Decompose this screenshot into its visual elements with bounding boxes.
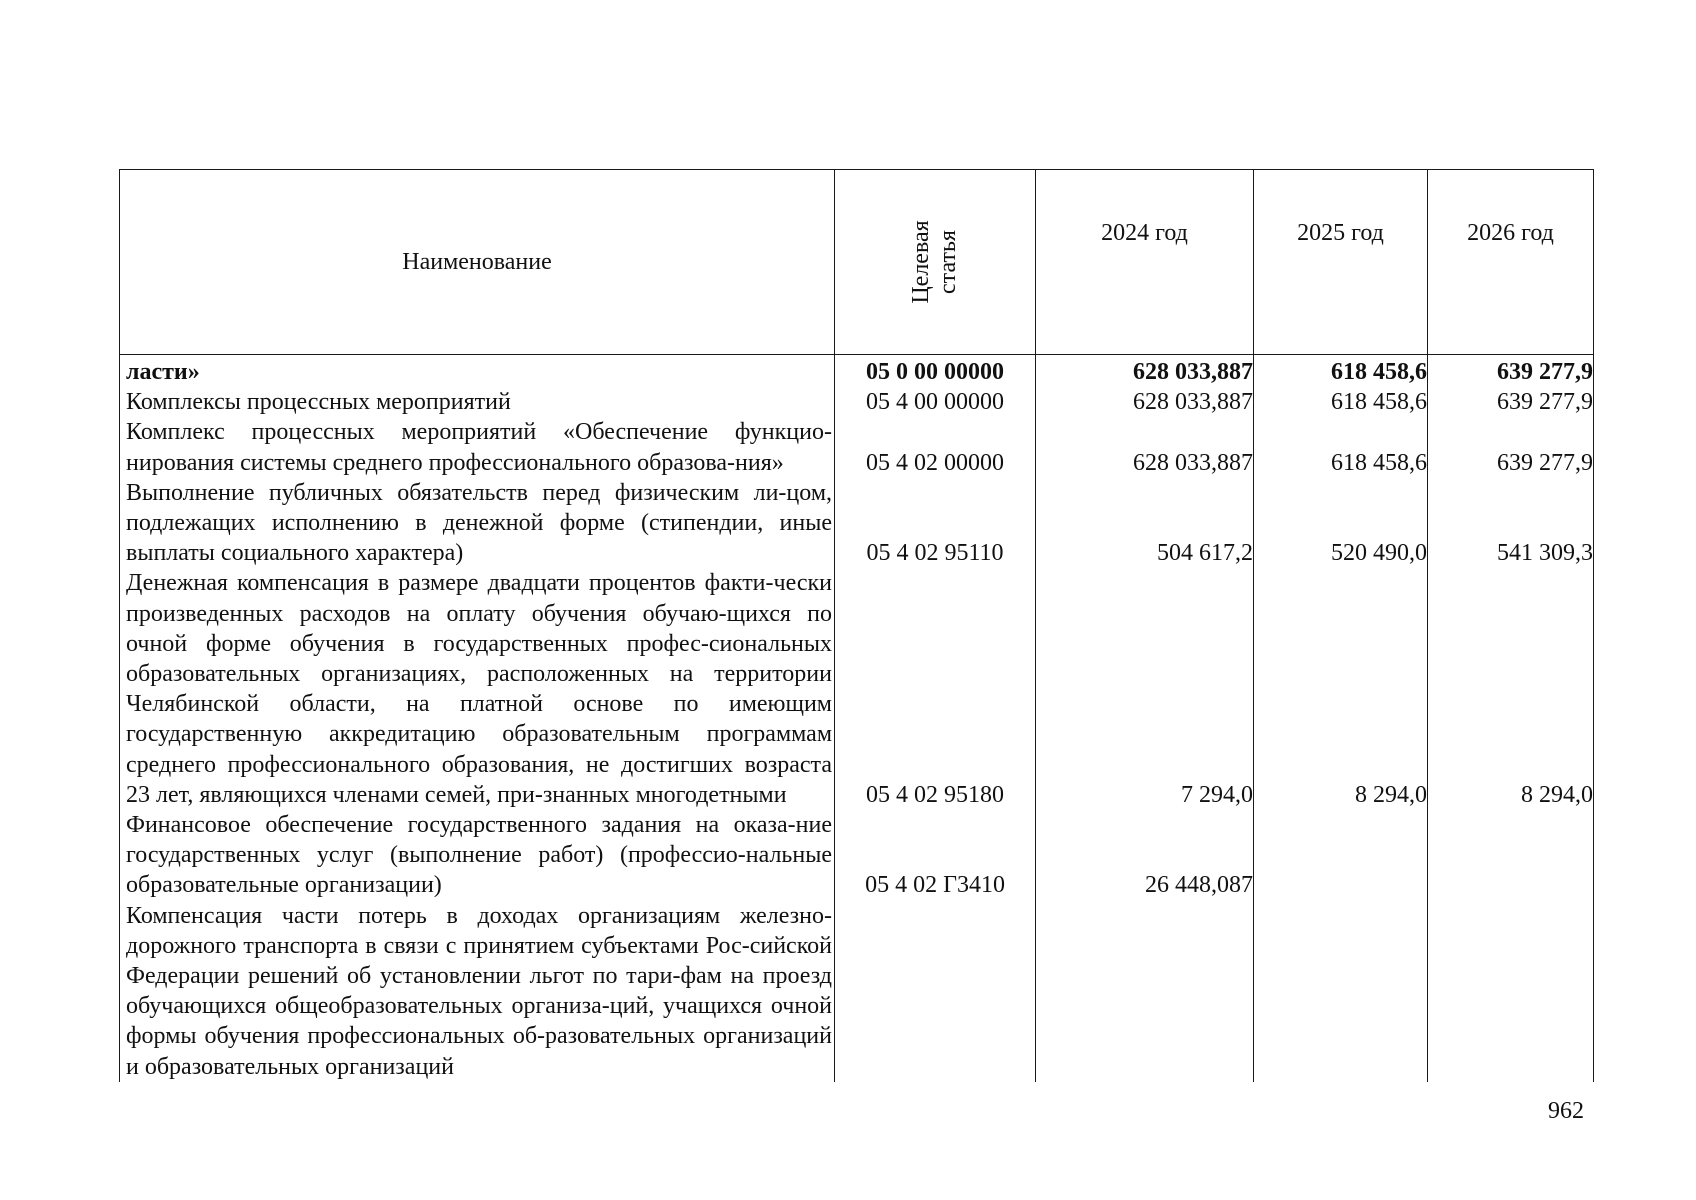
row-value-2024: 26 448,087 xyxy=(1036,810,1254,901)
row-value-2026: 639 277,9 xyxy=(1428,417,1594,477)
row-value-2025: 618 458,6 xyxy=(1254,387,1428,417)
budget-table xyxy=(119,169,1594,1082)
row-value-2024: 7 294,0 xyxy=(1036,568,1254,810)
row-value-2026: 541 309,3 xyxy=(1428,478,1594,569)
header-2026: 2026 год xyxy=(1428,170,1594,355)
row-name: Комплексы процессных мероприятий xyxy=(120,387,835,417)
table-row xyxy=(120,417,1594,477)
row-name: Денежная компенсация в размере двадцати процентов факти-чески произведенных расходов на оплату обучения обучаю-щихся по очной форме обучения в государственных профес-сиональных образовательных организациях, расположенных на территории Челябинской области, на платной основе по имеющим государственную аккредитацию образовательным программам среднего профессионального образования, не достигших возраста 23 лет, являющихся членами семей, при-знанных многодетными xyxy=(120,568,835,810)
row-value-2026: 639 277,9 xyxy=(1428,387,1594,417)
table-header-row xyxy=(120,170,1594,355)
header-code-line1: Целевая xyxy=(908,220,934,304)
page-number: 962 xyxy=(1548,1098,1584,1124)
row-value-2024: 504 617,2 xyxy=(1036,478,1254,569)
table-row xyxy=(120,355,1594,388)
row-value-2026: 639 277,9 xyxy=(1428,355,1594,388)
row-value-2025: 618 458,6 xyxy=(1254,417,1428,477)
row-code: 05 4 02 95180 xyxy=(835,568,1036,810)
row-value-2025 xyxy=(1254,810,1428,901)
row-value-2026 xyxy=(1428,810,1594,901)
row-code: 05 0 00 00000 xyxy=(835,355,1036,388)
table-row xyxy=(120,810,1594,901)
header-code-line2: статья xyxy=(935,230,961,294)
header-2025: 2025 год xyxy=(1254,170,1428,355)
row-value-2025: 8 294,0 xyxy=(1254,568,1428,810)
row-name: Финансовое обеспечение государственного задания на оказа-ние государственных услуг (выполнение работ) (профессио-нальные образовательные организации) xyxy=(120,810,835,901)
table-row xyxy=(120,901,1594,1082)
header-2024: 2024 год xyxy=(1036,170,1254,355)
row-name: ласти» xyxy=(120,355,835,388)
row-value-2024 xyxy=(1036,901,1254,1082)
row-code: 05 4 00 00000 xyxy=(835,387,1036,417)
row-value-2026: 8 294,0 xyxy=(1428,568,1594,810)
row-name: Комплекс процессных мероприятий «Обеспечение функцио-нирования системы среднего профессионального образова-ния» xyxy=(120,417,835,477)
row-code: 05 4 02 00000 xyxy=(835,417,1036,477)
table-row xyxy=(120,478,1594,569)
header-name: Наименование xyxy=(120,170,835,355)
row-code: 05 4 02 Г3410 xyxy=(835,810,1036,901)
row-value-2025: 618 458,6 xyxy=(1254,355,1428,388)
table-row xyxy=(120,568,1594,810)
row-code xyxy=(835,901,1036,1082)
row-value-2026 xyxy=(1428,901,1594,1082)
row-value-2025: 520 490,0 xyxy=(1254,478,1428,569)
row-name: Выполнение публичных обязательств перед физическим ли-цом, подлежащих исполнению в денежной форме (стипендии, иные выплаты социального характера) xyxy=(120,478,835,569)
table-row xyxy=(120,387,1594,417)
header-code xyxy=(835,170,1036,355)
row-value-2024: 628 033,887 xyxy=(1036,355,1254,388)
row-value-2025 xyxy=(1254,901,1428,1082)
row-value-2024: 628 033,887 xyxy=(1036,387,1254,417)
row-code: 05 4 02 95110 xyxy=(835,478,1036,569)
row-name: Компенсация части потерь в доходах организациям железно-дорожного транспорта в связи с принятием субъектами Рос-сийской Федерации решений об установлении льгот по тари-фам на проезд обучающихся общеобразовательных организа-ций, учащихся очной формы обучения профессиональных об-разовательных организаций и образовательных организаций xyxy=(120,901,835,1082)
row-value-2024: 628 033,887 xyxy=(1036,417,1254,477)
